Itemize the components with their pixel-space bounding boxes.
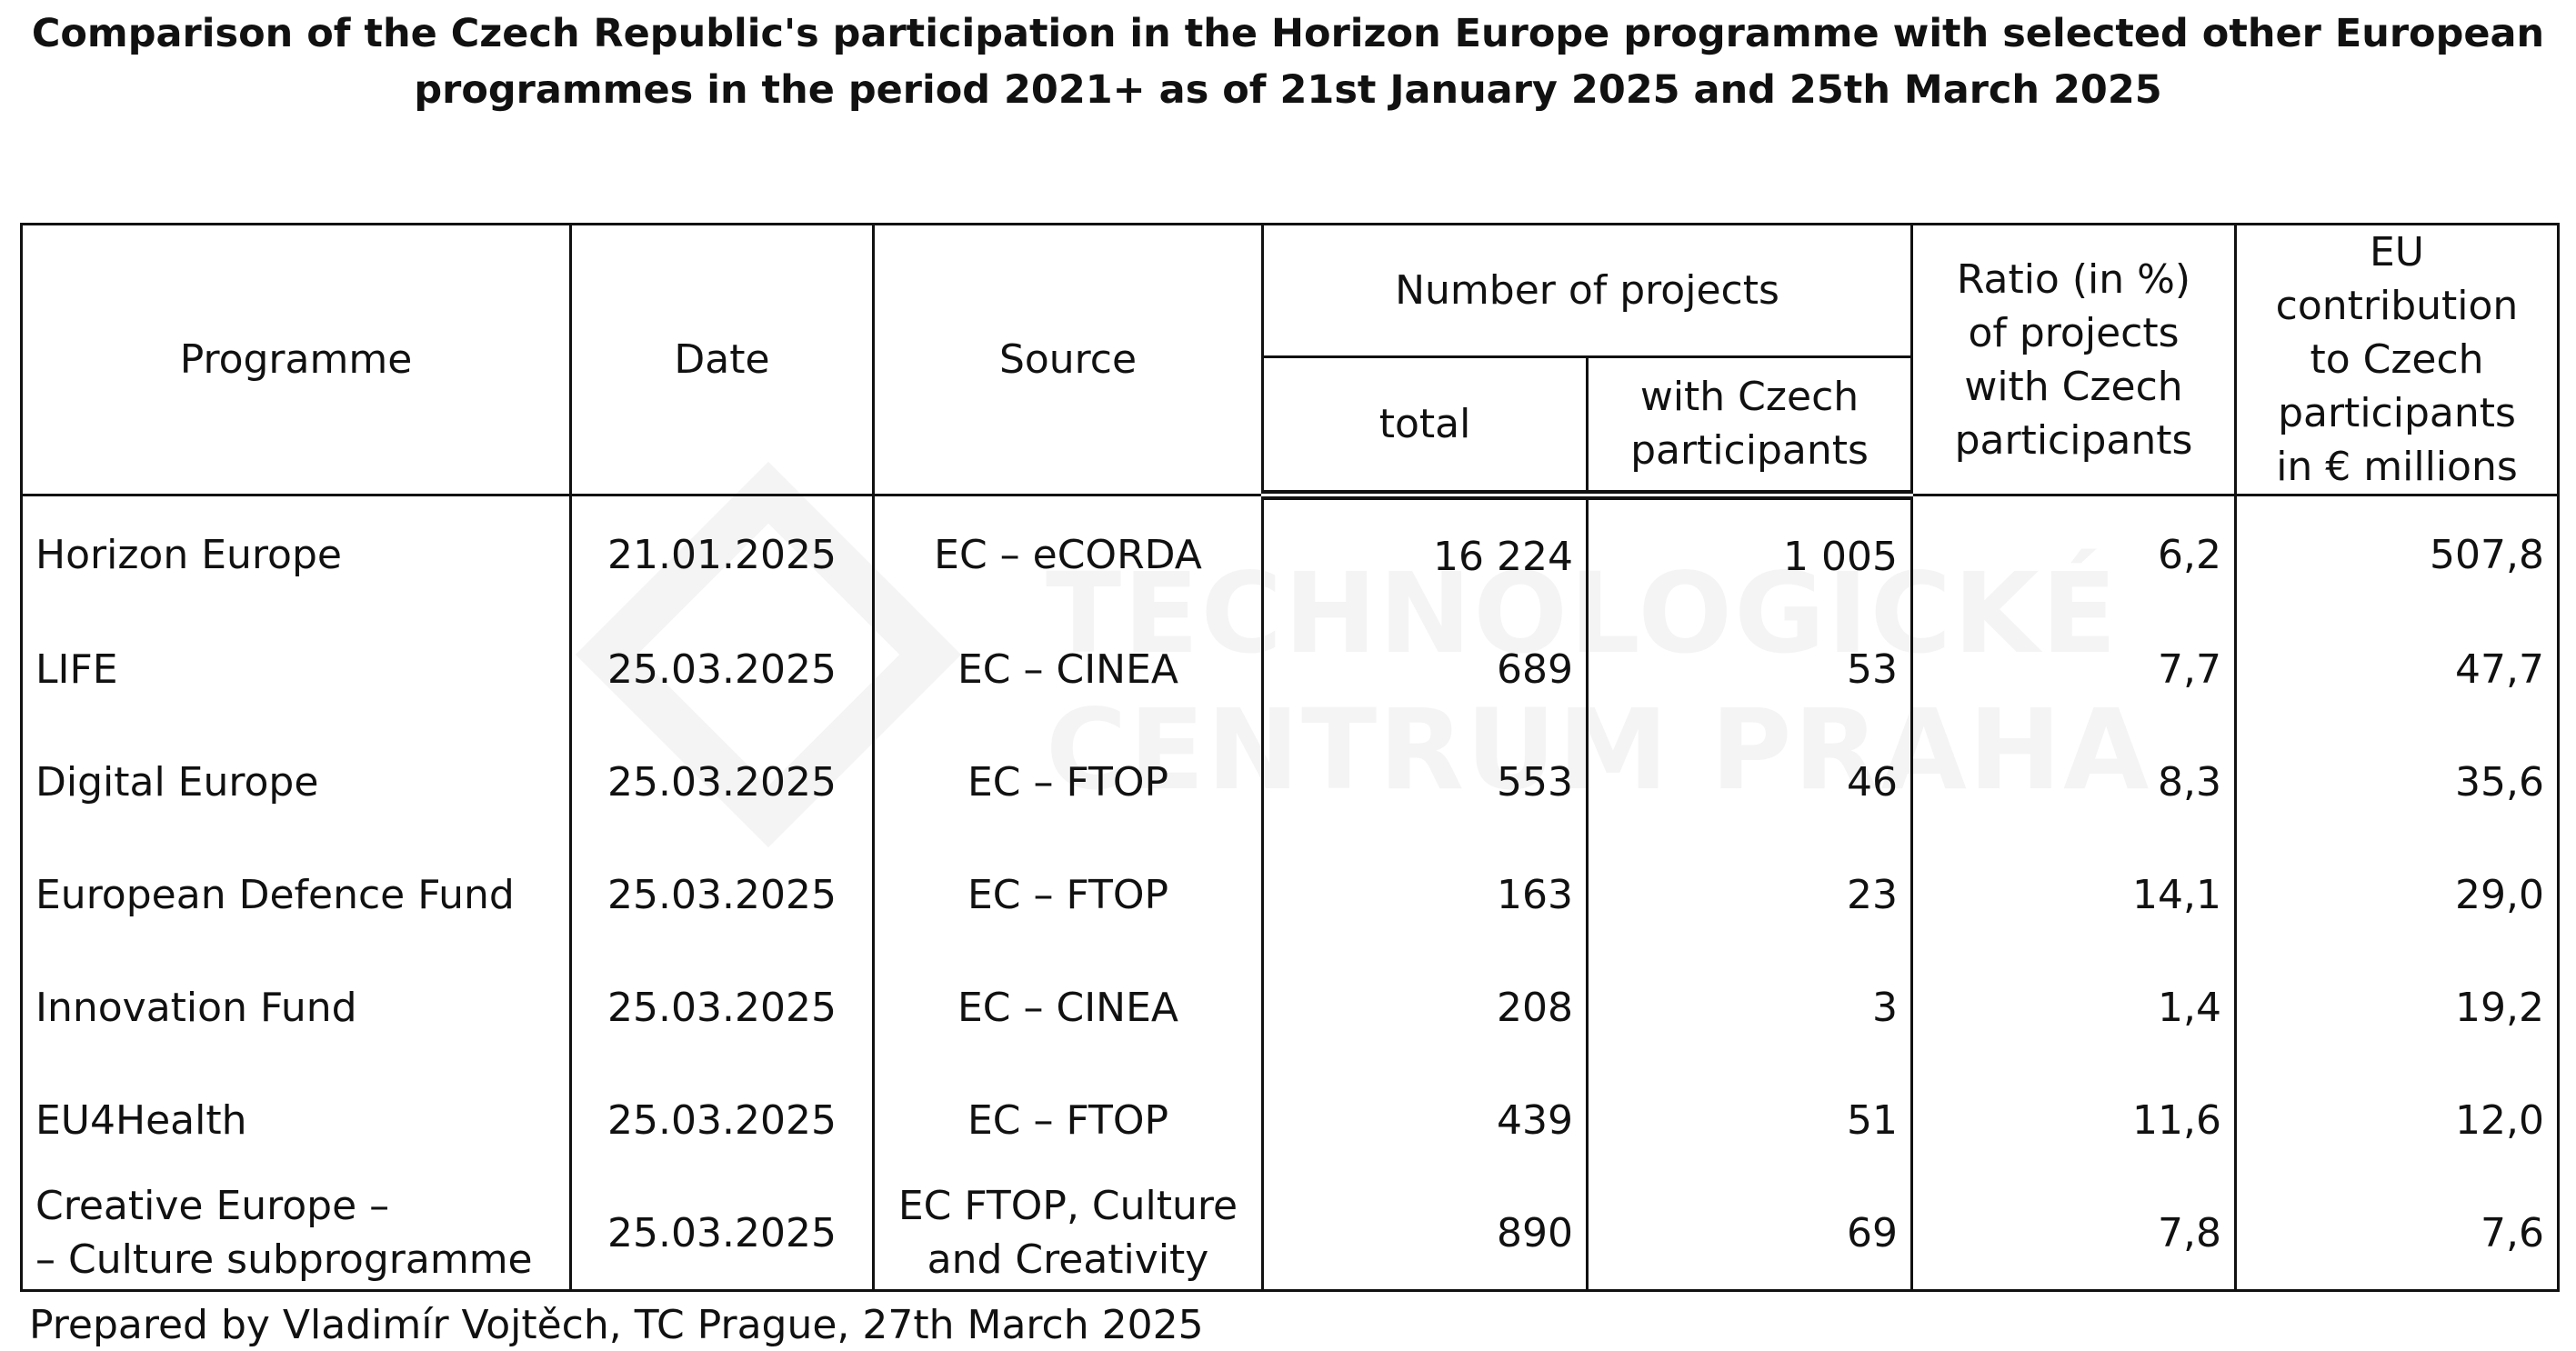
cell-source: EC – FTOP — [874, 838, 1263, 951]
cell-total: 16 224 — [1263, 495, 1588, 614]
cell-eu-contribution: 19,2 — [2236, 951, 2559, 1064]
cell-date: 25.03.2025 — [571, 726, 874, 838]
table-row — [22, 1064, 2559, 1176]
table-row — [22, 613, 2559, 726]
cell-total: 163 — [1263, 838, 1588, 951]
header-number-of-projects: Number of projects — [1263, 225, 1912, 357]
cell-programme: European Defence Fund — [22, 838, 571, 951]
cell-total: 689 — [1263, 613, 1588, 726]
comparison-table — [20, 223, 2560, 1292]
cell-eu-contribution: 7,6 — [2236, 1176, 2559, 1291]
cell-ratio: 7,8 — [1912, 1176, 2236, 1291]
cell-total: 890 — [1263, 1176, 1588, 1291]
cell-ratio: 11,6 — [1912, 1064, 2236, 1176]
cell-source: EC – CINEA — [874, 613, 1263, 726]
cell-with-czech: 51 — [1588, 1064, 1912, 1176]
header-ratio-line-1: Ratio (in %) — [1956, 255, 2191, 303]
cell-programme: LIFE — [22, 613, 571, 726]
cell-total: 439 — [1263, 1064, 1588, 1176]
cell-ratio: 1,4 — [1912, 951, 2236, 1064]
cell-with-czech: 23 — [1588, 838, 1912, 951]
cell-with-czech: 1 005 — [1588, 495, 1912, 614]
cell-eu-contribution: 35,6 — [2236, 726, 2559, 838]
header-total: total — [1263, 356, 1588, 495]
table-row — [22, 951, 2559, 1064]
cell-with-czech: 46 — [1588, 726, 1912, 838]
cell-source: EC – eCORDA — [874, 495, 1263, 614]
title-line-2: programmes in the period 2021+ as of 21st January 2025 and 25th March 2025 — [414, 67, 2162, 113]
cell-source-line-2: and Creativity — [927, 1236, 1209, 1283]
cell-date: 21.01.2025 — [571, 495, 874, 614]
cell-source: EC – CINEA — [874, 951, 1263, 1064]
cell-eu-contribution: 12,0 — [2236, 1064, 2559, 1176]
cell-source: EC – FTOP — [874, 726, 1263, 838]
cell-eu-contribution: 507,8 — [2236, 495, 2559, 614]
header-source: Source — [874, 225, 1263, 495]
cell-programme: Digital Europe — [22, 726, 571, 838]
cell-ratio: 14,1 — [1912, 838, 2236, 951]
cell-date: 25.03.2025 — [571, 951, 874, 1064]
cell-ratio: 6,2 — [1912, 495, 2236, 614]
header-eu-line-2: to Czech — [2310, 336, 2484, 383]
cell-total: 553 — [1263, 726, 1588, 838]
table-row — [22, 495, 2559, 614]
cell-date: 25.03.2025 — [571, 1176, 874, 1291]
header-with-czech-line-2: participants — [1630, 427, 1869, 475]
cell-ratio: 7,7 — [1912, 613, 2236, 726]
cell-eu-contribution: 29,0 — [2236, 838, 2559, 951]
cell-programme: EU4Health — [22, 1064, 571, 1176]
header-eu-line-4: in € millions — [2276, 444, 2518, 490]
cell-with-czech: 3 — [1588, 951, 1912, 1064]
cell-eu-contribution: 47,7 — [2236, 613, 2559, 726]
header-with-czech-line-1: with Czech — [1639, 374, 1859, 421]
table-row — [22, 726, 2559, 838]
cell-source: EC – FTOP — [874, 1064, 1263, 1176]
cell-date: 25.03.2025 — [571, 613, 874, 726]
cell-source-line-1: EC FTOP, Culture — [897, 1183, 1238, 1229]
header-ratio-line-2: of projects — [1968, 309, 2180, 356]
cell-ratio: 8,3 — [1912, 726, 2236, 838]
header-ratio-line-4: participants — [1954, 416, 2193, 464]
cell-with-czech: 53 — [1588, 613, 1912, 726]
header-date: Date — [571, 225, 874, 495]
table-row — [22, 1176, 2559, 1291]
cell-with-czech: 69 — [1588, 1176, 1912, 1291]
cell-date: 25.03.2025 — [571, 838, 874, 951]
cell-programme-line-1: Creative Europe – — [35, 1183, 390, 1229]
footer-note: Prepared by Vladimír Vojtěch, TC Prague, 27th March 2025 — [29, 1302, 1204, 1348]
header-ratio-line-3: with Czech — [1964, 363, 2183, 410]
header-programme: Programme — [22, 225, 571, 495]
cell-programme — [22, 1176, 571, 1291]
header-ratio — [1912, 225, 2236, 495]
cell-date: 25.03.2025 — [571, 1064, 874, 1176]
cell-source — [874, 1176, 1263, 1291]
header-eu-contribution — [2236, 225, 2559, 495]
cell-programme: Innovation Fund — [22, 951, 571, 1064]
page-title — [0, 5, 2576, 118]
header-with-czech — [1588, 356, 1912, 495]
cell-programme-line-2: – Culture subprogramme — [35, 1236, 533, 1283]
title-line-1: Comparison of the Czech Republic's participation in the Horizon Europe programme with selected other European — [31, 11, 2545, 56]
table-row — [22, 838, 2559, 951]
cell-programme: Horizon Europe — [22, 495, 571, 614]
header-eu-line-3: participants — [2278, 390, 2516, 436]
cell-total: 208 — [1263, 951, 1588, 1064]
header-eu-line-1: EU contribution — [2275, 229, 2519, 329]
